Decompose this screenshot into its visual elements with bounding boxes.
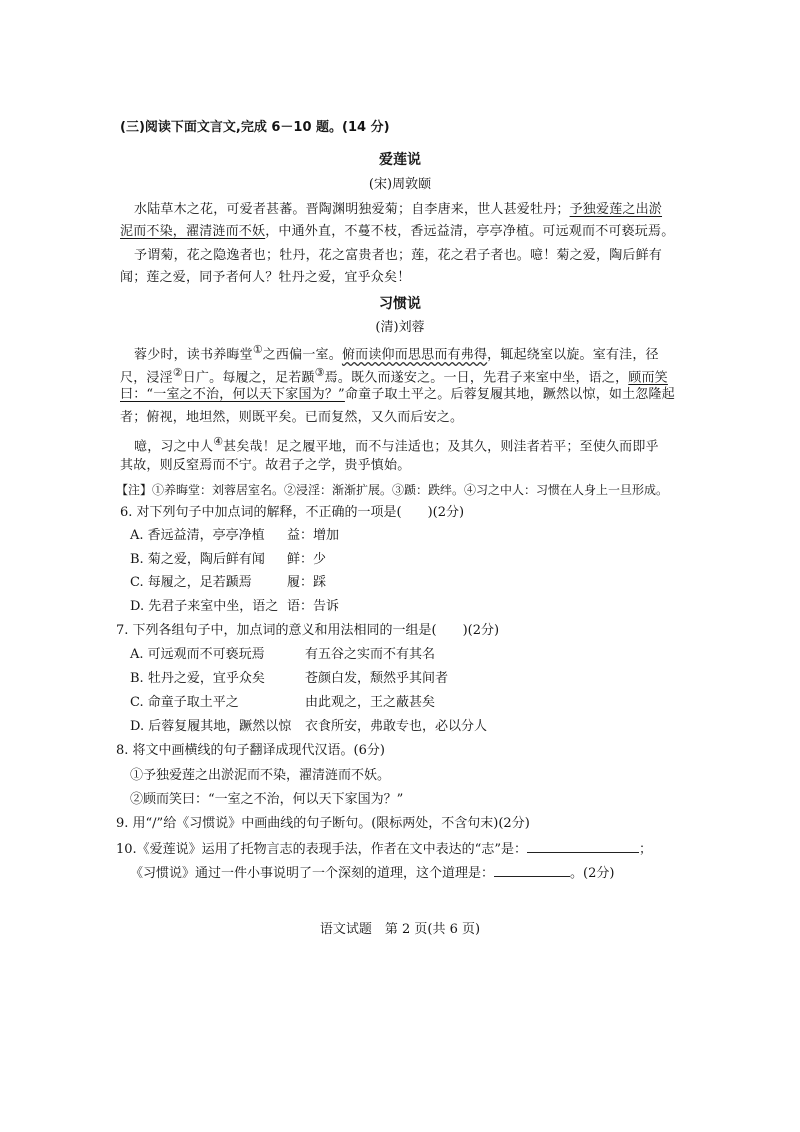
passage2-line: 其故，则反窒焉而不宁。故君子之学，贵乎慎始。: [120, 458, 411, 473]
q6-option-d-gloss: 语：告诉: [287, 599, 340, 614]
underlined-sentence: 曰：“一室之不治，何以天下家国为？”: [120, 387, 345, 402]
underlined-sentence: 顾而笑: [628, 370, 668, 386]
passage2-line: 者；俯视，地坦然，则既平矣。已而复然，又久而后安之。: [120, 410, 464, 425]
q7-option-a: A. 可远观而不可亵玩焉: [130, 647, 265, 662]
question-9: 9. 用“/”给《习惯说》中画曲线的句子断句。(限标两处，不含句末)(2分): [116, 816, 530, 831]
q6-option-d: D. 先君子来室中坐，语之: [130, 599, 279, 614]
passage2-line: 曰：“一室之不治，何以天下家国为？”命童子取土平之。后蓉复履其地，蹶然以惊，如土忽隆起: [120, 387, 675, 402]
footnote: 【注】①养晦堂：刘蓉居室名。②浸淫：渐渐扩展。③踬：跌绊。④习之中人：习惯在人身上一旦形成。: [116, 483, 669, 497]
passage1-line: 予谓菊，花之隐逸者也；牡丹，花之富贵者也；莲，花之君子者也。噫！菊之爱，陶后鲜有: [134, 248, 663, 263]
q6-option-b: B. 菊之爱，陶后鲜有闻: [130, 552, 265, 567]
underlined-sentence: 予独爱莲之出淤: [569, 202, 663, 217]
underlined-sentence: 泥而不染，濯清涟而不妖: [120, 224, 266, 239]
q7-option-c-pair: 由此观之，王之蔽甚矣: [305, 695, 436, 710]
q7-option-b: B. 牡丹之爱，宜乎众矣: [130, 671, 265, 686]
q6-option-b-gloss: 鲜：少: [287, 552, 327, 567]
question-10: 10.《爱莲说》运用了托物言志的表现手法，作者在文中表达的“志”是： ；: [116, 838, 652, 860]
q6-option-a-gloss: 益：增加: [287, 528, 340, 543]
answer-blank[interactable]: [527, 838, 639, 853]
q7-option-d: D. 后蓉复履其地，蹶然以惊: [130, 719, 292, 734]
page-footer: 语文试题 第 2 页(共 6 页): [319, 922, 481, 937]
passage1-line: 闻；莲之爱，同予者何人？牡丹之爱，宜乎众矣！: [120, 270, 411, 285]
question-10-line2: 《习惯说》通过一件小事说明了一个深刻的道理，这个道理是： 。(2分): [130, 862, 614, 884]
q6-option-c: C. 每履之，足若踬焉: [130, 575, 252, 590]
passage2-line: 尺，浸淫②日广。每履之，足若踬③焉。既久而遂安之。一日，先君子来室中坐，语之，顾而笑: [120, 366, 668, 386]
q8-sentence-2: ②顾而笑曰：“一室之不治，何以天下家国为？”: [130, 792, 404, 807]
passage2-author: (清)刘蓉: [375, 320, 425, 335]
passage1-line: 水陆草木之花，可爱者甚蕃。晋陶渊明独爱菊；自李唐来，世人甚爱牡丹；予独爱莲之出淤: [134, 202, 663, 217]
passage1-line: 泥而不染，濯清涟而不妖，中通外直，不蔓不枝，香远益清，亭亭净植。可远观而不可亵玩焉。: [120, 224, 675, 239]
passage2-line: 噫，习之中人④甚矣哉！足之履平地，而不与洼适也；及其久，则洼者若平；至使久而即乎: [134, 435, 659, 455]
q7-option-d-pair: 衣食所安，弗敢专也，必以分人: [305, 719, 488, 734]
answer-blank[interactable]: [494, 862, 570, 877]
passage1-title: 爱莲说: [379, 152, 421, 168]
wavy-underlined-sentence: 俯而读仰而思思而有弗得: [341, 347, 488, 363]
question-6: 6. 对下列句子中加点词的解释，不正确的一项是( )(2分): [120, 505, 465, 520]
q8-sentence-1: ①予独爱莲之出淤泥而不染，濯清涟而不妖。: [130, 768, 391, 783]
passage2-title: 习惯说: [379, 296, 421, 312]
q7-option-b-pair: 苍颜白发，颓然乎其间者: [305, 671, 449, 686]
q6-option-a: A. 香远益清，亭亭净植: [130, 528, 265, 543]
question-7: 7. 下列各组句子中，加点词的意义和用法相同的一组是( )(2分): [116, 623, 500, 638]
q7-option-c: C. 命童子取土平之: [130, 695, 239, 710]
passage1-author: (宋)周敦颐: [368, 177, 432, 192]
section-heading: (三)阅读下面文言文,完成 6－10 题。(14 分): [120, 120, 390, 135]
passage2-line: 蓉少时，读书养晦堂①之西偏一室。俯而读仰而思思而有弗得，辄起绕室以旋。室有洼，径: [134, 343, 659, 363]
q7-option-a-pair: 有五谷之实而不有其名: [305, 647, 436, 662]
q6-option-c-gloss: 履：踩: [287, 575, 327, 590]
question-8: 8. 将文中画横线的句子翻译成现代汉语。(6分): [116, 743, 385, 758]
